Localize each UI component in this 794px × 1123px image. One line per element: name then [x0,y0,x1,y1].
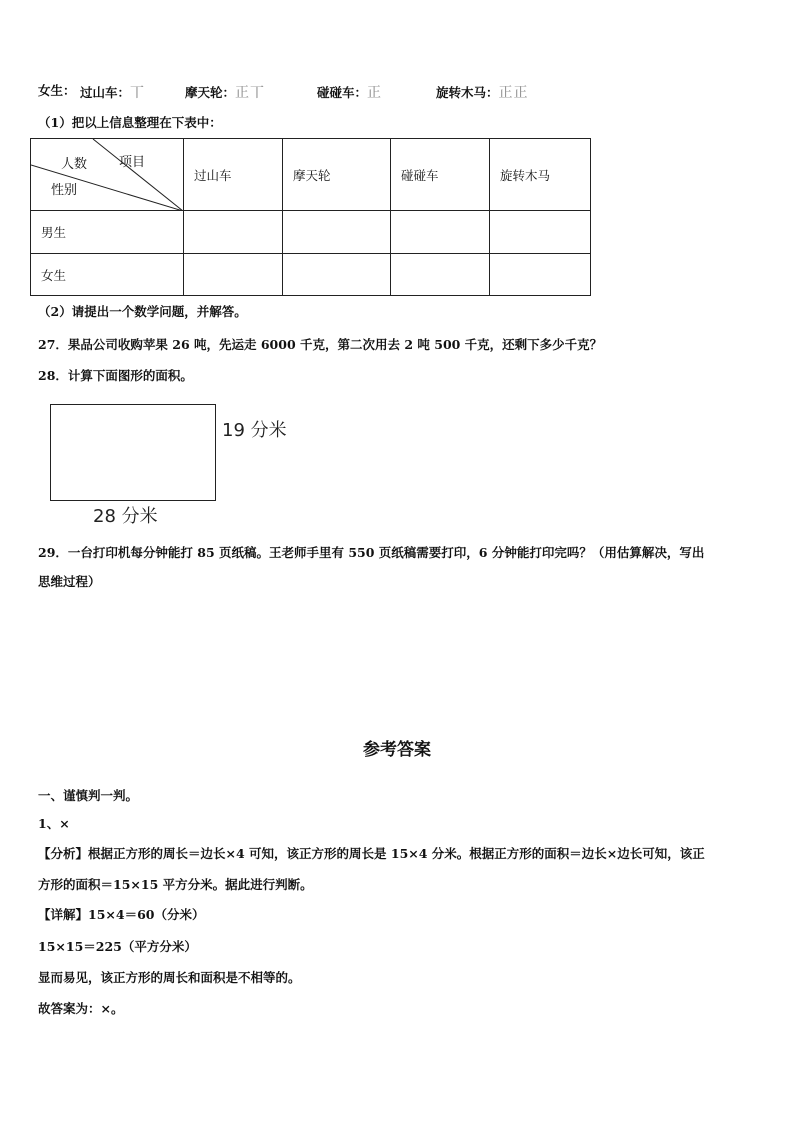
question-26-part-2: （2）请提出一个数学问题，并解答。 [38,304,247,319]
diagonal-corner-cell [31,139,184,211]
tally-item-name: 过山车： [80,85,131,100]
answer-section-title: 一、谨慎判一判。 [38,788,139,803]
table-cell[interactable] [283,254,391,296]
corner-label-gender: 性别 [51,182,78,197]
question-29-line-1: 29．一台打印机每分钟能打 85 页纸稿。王老师手里有 550 页纸稿需要打印，6 分钟能打印完吗？（用估算解决，写出 [38,545,705,560]
corner-label-count: 人数 [61,156,88,171]
rectangle-figure [50,404,216,501]
detail-line-2: 15×15＝225（平方分米） [38,939,197,954]
tally-marks: 正正 [498,85,529,101]
table-cell[interactable] [490,254,591,296]
tally-marks: 正 [367,85,383,101]
question-29-line-2: 思维过程） [38,574,101,589]
row-label: 女生 [31,254,184,296]
tally-item-name: 旋转木马： [436,85,499,100]
tally-item-roller-coaster [80,82,145,102]
conclusion-text: 显而易见，该正方形的周长和面积是不相等的。 [38,970,301,985]
question-26-part-1: （1）把以上信息整理在下表中： [38,115,222,130]
table-cell[interactable] [490,211,591,254]
tally-item-carousel [436,82,529,102]
rectangle-width-label: 28 分米 [93,506,158,527]
table-cell[interactable] [184,211,283,254]
table-row [31,211,591,254]
question-28: 28．计算下面图形的面积。 [38,368,193,383]
tally-marks: 丅 [130,85,146,101]
column-header: 碰碰车 [391,139,490,211]
table-row [31,254,591,296]
question-27: 27．果品公司收购苹果 26 吨，先运走 6000 千克，第二次用去 2 吨 500 千克，还剩下多少千克？ [38,337,603,352]
corner-label-project: 项目 [119,154,146,169]
table-cell[interactable] [391,254,490,296]
answer-heading: 参考答案 [363,740,431,760]
detail-line-1: 【详解】15×4＝60（分米） [38,907,205,922]
table-cell[interactable] [283,211,391,254]
rectangle-height-label: 19 分米 [222,420,287,441]
column-header: 摩天轮 [283,139,391,211]
statistics-table [30,138,591,296]
column-header: 旋转木马 [490,139,591,211]
tally-item-bumper-car [317,82,382,102]
table-cell[interactable] [184,254,283,296]
analysis-line-2: 方形的面积＝15×15 平方分米。据此进行判断。 [38,877,313,892]
tally-item-name: 碰碰车： [317,85,368,100]
table-cell[interactable] [391,211,490,254]
table-header-row [31,139,591,211]
final-answer: 故答案为：×。 [38,1001,124,1016]
tally-row-label: 女生： [38,83,76,98]
diagonal-lines [31,139,183,211]
tally-item-ferris-wheel [185,82,265,102]
answer-item-1: 1、× [38,816,70,831]
tally-marks: 正丅 [235,85,266,101]
analysis-line-1: 【分析】根据正方形的周长＝边长×4 可知，该正方形的周长是 15×4 分米。根据正方形的面积＝边长×边长可知，该正 [38,846,705,861]
column-header: 过山车 [184,139,283,211]
tally-item-name: 摩天轮： [185,85,236,100]
row-label: 男生 [31,211,184,254]
